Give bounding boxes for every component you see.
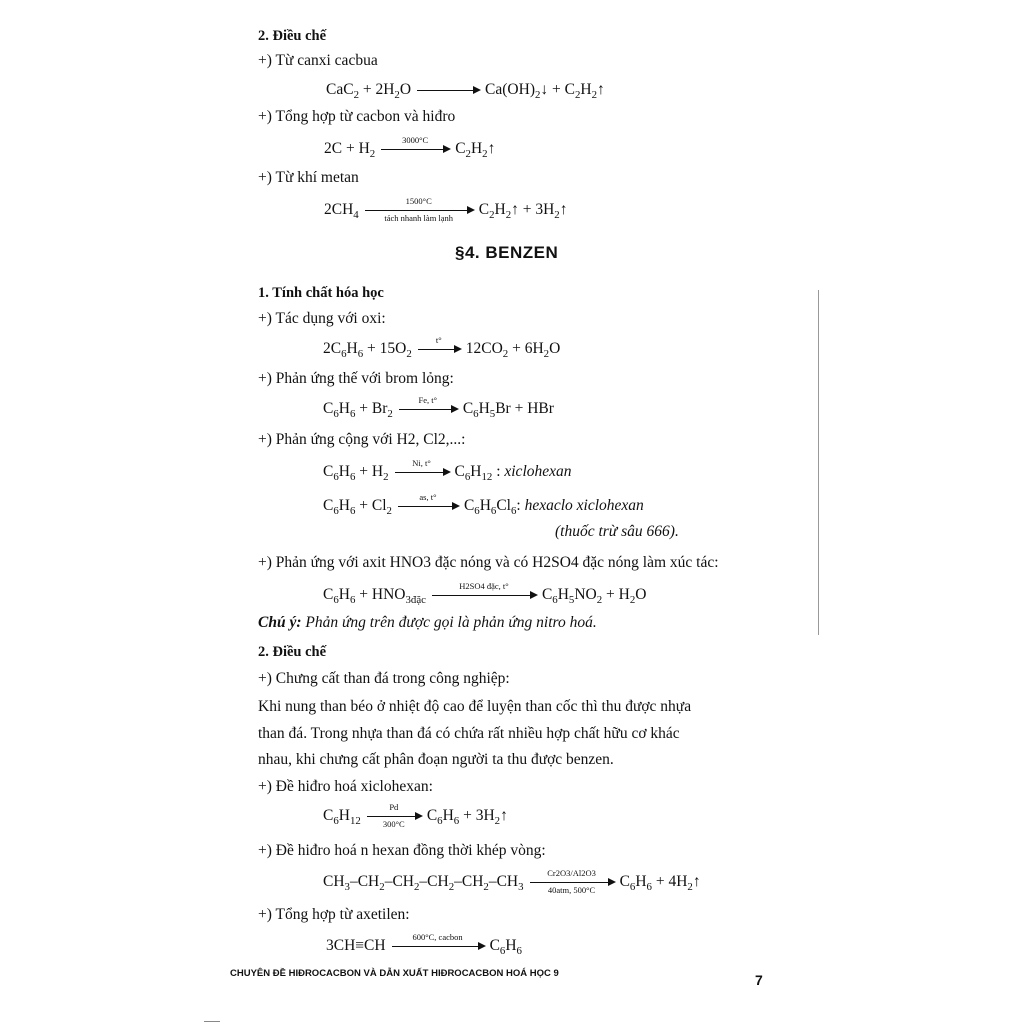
equation-hydrogenation: $C_6H_6 + H_2$ Ni, t° $C_6H_{12}$ : xiclohexan xyxy=(323,457,572,484)
cond-ni: Ni, t° xyxy=(412,457,431,468)
cond-600: 600°C, cacbon xyxy=(412,931,463,942)
prep-heading-prev: 2. Điều chế xyxy=(258,28,327,44)
section-title: §4. BENZEN xyxy=(455,243,559,262)
equation-2c-h2: $2C + H_2$ 3000°C $C_2H_2↑$ xyxy=(324,134,496,161)
cond-300: 300°C xyxy=(382,818,405,829)
equation-trimerization: 3CH≡CH 600°C, cacbon $C_6H_6$ xyxy=(326,931,522,958)
scan-mark xyxy=(204,1021,220,1022)
item-than-da: +) Chưng cất than đá trong công nghiệp: xyxy=(258,670,510,687)
product-hexaclo: hexaclo xiclohexan xyxy=(524,497,644,514)
item-dehydro-xiclo: +) Đề hiđro hoá xiclohexan: xyxy=(258,778,433,795)
paragraph-line-1: Khi nung than béo ở nhiệt độ cao để luyện than cốc thì thu được nhựa xyxy=(258,698,692,715)
item-oxi: +) Tác dụng với oxi: xyxy=(258,310,386,327)
cond-cr: Cr2O3/Al2O3 xyxy=(547,867,596,878)
equation-combustion: $2C_6H_6 + 15O_2$ t° $12CO_2 + 6H_2O$ xyxy=(323,334,561,361)
equation-chlorination: $C_6H_6 + Cl_2$ as, t° $C_6H_6Cl_6$: hexaclo xiclohexan xyxy=(323,491,644,518)
cond-pd: Pd xyxy=(389,801,399,812)
nitro-intro-text: +) Phản ứng với axit HNO3 đặc nóng và có H2SO4 đặc nóng làm xúc tác: xyxy=(258,554,719,571)
note-nitro xyxy=(258,613,597,633)
cond-1500: 1500°C xyxy=(405,195,432,206)
item-cacbon-hidro: +) Tổng hợp từ cacbon và hiđro xyxy=(258,108,456,125)
item-nitro xyxy=(258,553,719,573)
cond-t: t° xyxy=(435,334,442,345)
cond-fe: Fe, t° xyxy=(418,394,438,405)
equation-cyclization: $CH_3-CH_2-CH_2-CH_2-CH_2-CH_3$ Cr2O3/Al2O3 40atm, 500°C $C_6H_6$ + $4H_2↑$ xyxy=(323,867,701,895)
equation-bromination: $C_6H_6 + Br_2$ Fe, t° $C_6H_5Br$ + HBr xyxy=(323,394,554,421)
scan-edge-line xyxy=(818,290,819,635)
page-footer: CHUYÊN ĐỀ HIĐROCACBON VÀ DẪN XUẤT HIĐROCACBON HOÁ HỌC 9 xyxy=(230,968,559,979)
item-metan: +) Từ khí metan xyxy=(258,169,359,186)
item-dehydro-hexan: +) Đề hiđro hoá n hexan đồng thời khép vòng: xyxy=(258,842,546,859)
equation-cac2: $CaC_2 + 2H_2O$ $Ca(OH)_2↓$ + $C_2H_2↑$ xyxy=(326,81,605,102)
item-canxi: +) Từ canxi cacbua xyxy=(258,52,378,69)
page-number: 7 xyxy=(755,972,763,988)
paragraph-line-2: than đá. Trong nhựa than đá có chứa rất nhiều hợp chất hữu cơ khác xyxy=(258,725,680,742)
cond-as: as, t° xyxy=(419,491,437,502)
prep-heading: 2. Điều chế xyxy=(258,644,327,660)
note-666: (thuốc trừ sâu 666). xyxy=(555,523,679,540)
item-axetilen: +) Tổng hợp từ axetilen: xyxy=(258,906,410,923)
note-text: Phản ứng trên được gọi là phản ứng nitro hoá. xyxy=(305,614,597,631)
cond-fast-cool: tách nhanh làm lạnh xyxy=(384,212,454,223)
equation-ch4: $2CH_4$ 1500°C tách nhanh làm lạnh $C_2H_2↑$ + $3H_2↑$ xyxy=(324,195,568,223)
paragraph-line-3: nhau, khi chưng cất phân đoạn người ta thu được benzen. xyxy=(258,751,614,768)
cond-40atm: 40atm, 500°C xyxy=(547,884,596,895)
item-cong: +) Phản ứng cộng với H2, Cl2,...: xyxy=(258,431,466,448)
chem-heading: 1. Tính chất hóa học xyxy=(258,285,384,301)
cond-h2so4: H2SO4 đặc, t° xyxy=(459,580,509,591)
cond-3000: 3000°C xyxy=(402,134,429,145)
note-label: Chú ý: xyxy=(258,614,302,631)
item-brom: +) Phản ứng thế với brom lỏng: xyxy=(258,370,454,387)
product-xiclohexan: xiclohexan xyxy=(504,463,572,480)
equation-nitration: $C_6H_6 + HNO_{3đặc}$ H2SO4 đặc, t° $C_6H_5NO_2 + H_2O$ xyxy=(323,580,647,607)
equation-dehydrogenation: $C_6H_{12}$ $\frac{Pd}{300^\circ C}$ $C_6H_6$ + $3H_2↑$ xyxy=(323,801,508,829)
